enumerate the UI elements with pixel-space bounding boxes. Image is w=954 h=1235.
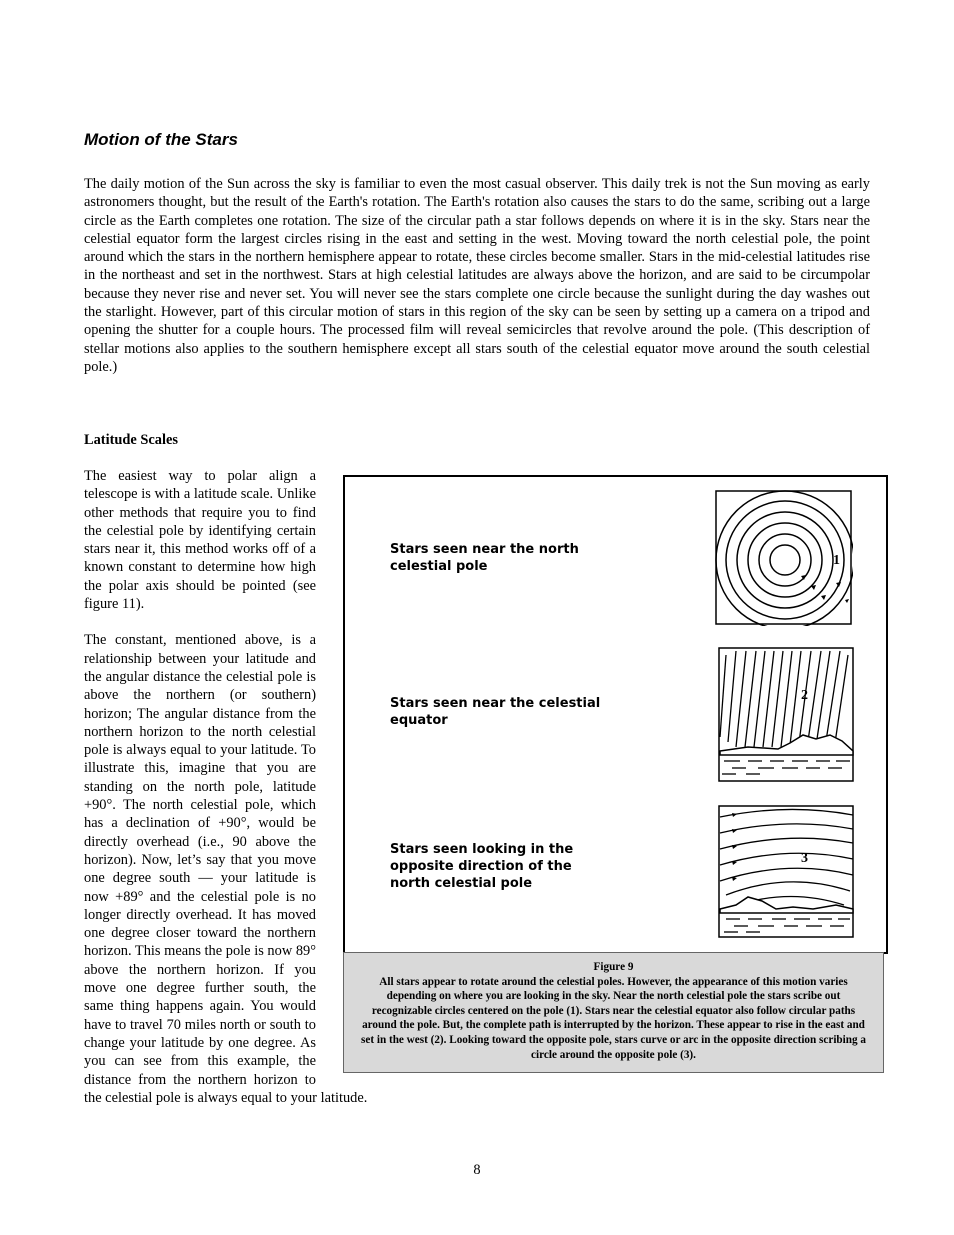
figure-caption xyxy=(343,952,884,1073)
figure-9 xyxy=(343,475,888,954)
intro-paragraph: The daily motion of the Sun across the sky is familiar to even the most casual observer. This daily trek is not the Sun moving as early astronomers thought, but the result of the Earth's rotation. The Earth's rotation also causes the stars to do the same, scribing out a large circle as the Earth completes one rotation. The size of the circular path a star follows depends on where it is in the sky. Stars near the celestial equator form the largest circles rising in the east and setting in the west. Moving toward the north celestial pole, the point around which the stars in the northern hemisphere appear to rotate, these circles become smaller. Stars in the mid-celestial latitudes rise in the northeast and set in the northwest. Stars at high celestial latitudes are always above the horizon, and are said to be circumpolar because they never rise and never set. You will never see the stars complete one circle because the sunlight during the day washes out the starlight. However, part of this circular motion of stars in this region of the sky can be seen by setting up a camera on a tripod and opening the shutter for a couple hours. The processed film will reveal semicircles that revolve around the pole. (This description of stellar motions also applies to the southern hemisphere except all stars south of the celestial equator move around the south celestial pole.) xyxy=(84,176,870,375)
paragraph-1: The easiest way to polar align a telescope is with a latitude scale. Unlike other methods that require you to find the celestial pole by identifying certain stars near it, this method works off of a known constant to determine how high the polar axis should be pointed (see figure 11). xyxy=(84,468,316,613)
subheading-latitude-scales: Latitude Scales xyxy=(84,432,178,448)
opposite-pole-star-trails-panel xyxy=(718,805,855,939)
panel-number-3: 3 xyxy=(801,851,808,866)
figure-label-north-pole: Stars seen near the north celestial pole xyxy=(390,542,579,574)
figure-caption-title: Figure 9 xyxy=(593,961,634,973)
page-number: 8 xyxy=(473,1162,481,1178)
figure-label-equator: Stars seen near the celestial equator xyxy=(390,696,601,728)
circumpolar-star-trails-panel xyxy=(715,490,853,626)
equator-star-trails-panel xyxy=(718,647,855,783)
figure-label-opposite-pole: Stars seen looking in the opposite direction of the north celestial pole xyxy=(390,842,574,891)
paragraph-2: The constant, mentioned above, is a relationship between your latitude and the angular distance the celestial pole is above the northern (or southern) horizon; The angular distance from the northern horizon to the north celestial pole is always equal to your latitude. To illustrate this, imagine that you are standing on the north pole, latitude +90°. The north celestial pole, which has a declination of +90°, would be directly overhead (i.e., 90 above the horizon). Now, let’s say that you move one degree south — your latitude is now +89° and the celestial pole is no longer directly overhead. It has moved one degree closer toward the northern horizon. This means the pole is now 89° above the northern horizon. If you move one degree further south, the same thing happens again. You would have to travel 70 miles north or south to change your latitude by one degree. As you can see from this example, the distance from the northern horizon to the celestial pole is always equal to your latitude. xyxy=(84,632,368,1106)
panel-number-1: 1 xyxy=(833,553,840,568)
section-heading: Motion of the Stars xyxy=(84,130,238,149)
figure-caption-body: All stars appear to rotate around the celestial poles. However, the appearance of this motion varies depending on where you are looking in the sky. Near the north celestial pole the stars scribe out recognizable circles centered on the pole (1). Stars near the celestial equator also follow circular paths around the pole. But, the complete path is interrupted by the horizon. These appear to rise in the east and set in the west (2). Looking toward the opposite pole, stars curve or arc in the opposite direction scribing a circle around the opposite pole (3). xyxy=(361,975,866,1061)
panel-number-2: 2 xyxy=(801,688,808,703)
